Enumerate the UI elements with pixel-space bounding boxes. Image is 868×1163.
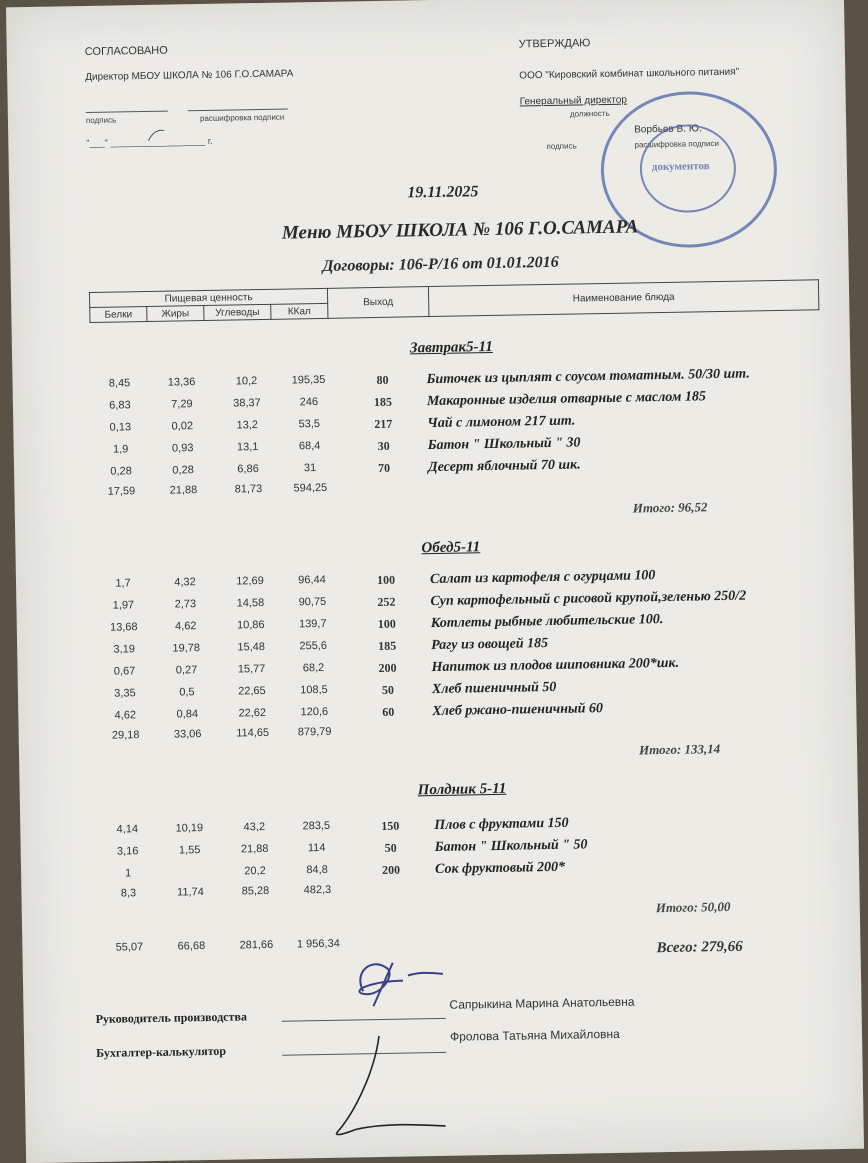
carbs-cell: 22,62 xyxy=(238,706,267,720)
carbs-header: Углеводы xyxy=(204,304,271,320)
proteins-cell: 6,83 xyxy=(109,399,131,412)
left-date: "___" ___________________ г. xyxy=(86,135,213,149)
dish-name-header: Наименование блюда xyxy=(428,280,818,317)
kcal-cell: 120,6 xyxy=(300,705,329,719)
dish-name: Рагу из овощей 185 xyxy=(431,636,549,654)
fats-cell xyxy=(161,866,219,867)
proteins-header: Белки xyxy=(90,306,147,322)
nutrition-header: Пищевая ценность xyxy=(89,288,327,307)
fats-total: 11,74 xyxy=(176,886,204,899)
proteins-cell: 8,45 xyxy=(108,377,131,390)
left-sign-label: подпись xyxy=(85,115,117,126)
fats-cell: 0,5 xyxy=(179,686,195,699)
accountant-signature xyxy=(324,1030,456,1142)
output-cell: 185 xyxy=(373,394,393,410)
fats-cell: 19,78 xyxy=(172,642,201,655)
output-cell: 60 xyxy=(382,704,395,719)
output-cell: 30 xyxy=(377,438,390,453)
fats-cell: 4,62 xyxy=(174,620,197,633)
kcal-cell: 108,5 xyxy=(300,683,328,697)
kcal-cell: 96,44 xyxy=(298,573,326,587)
carbs-total: 114,65 xyxy=(236,726,270,740)
output-cell: 200 xyxy=(381,862,401,877)
dish-name: Салат из картофеля с огурцами 100 xyxy=(429,568,656,588)
right-sign-label: подпись xyxy=(546,141,577,151)
director-position: Генеральный директор xyxy=(519,94,628,108)
fats-cell: 0,93 xyxy=(171,442,194,455)
fats-cell: 13,36 xyxy=(167,376,196,389)
dish-name: Плов с фруктами 150 xyxy=(434,815,569,834)
carbs-total: 85,28 xyxy=(241,884,270,898)
proteins-cell: 1 xyxy=(124,867,132,880)
kcal-cell: 68,2 xyxy=(302,661,325,675)
section-title-breakfast: Завтрак5-11 xyxy=(409,338,493,357)
output-cell: 185 xyxy=(378,638,397,654)
dish-name: Хлеб пшеничный 50 xyxy=(431,679,557,698)
fats-total: 33,06 xyxy=(173,728,202,741)
section-itogo: Итого: 50,00 xyxy=(655,898,731,916)
fats-total: 21,88 xyxy=(169,484,198,497)
carbs-cell: 12,69 xyxy=(236,574,264,588)
fats-cell: 4,32 xyxy=(174,576,196,589)
dish-name: Макаронные изделия отварные с маслом 185 xyxy=(426,389,707,410)
kcal-cell: 53,5 xyxy=(298,417,321,431)
right-decode-label: расшифровка подписи xyxy=(634,138,719,150)
carbs-cell: 20,2 xyxy=(244,864,266,878)
document-page xyxy=(6,0,864,1163)
fats-cell: 0,02 xyxy=(171,420,194,433)
carbs-cell: 43,2 xyxy=(243,821,266,834)
proteins-cell: 3,19 xyxy=(113,643,136,656)
output-cell: 80 xyxy=(376,372,389,387)
output-cell: 50 xyxy=(384,840,397,855)
proteins-grand-total: 55,07 xyxy=(115,941,144,954)
kcal-total: 879,79 xyxy=(297,725,332,739)
kcal-cell: 195,35 xyxy=(291,373,326,387)
kcal-total: 482,3 xyxy=(303,883,332,897)
approved-title: СОГЛАСОВАНО xyxy=(84,44,168,59)
carbs-cell: 6,86 xyxy=(237,463,259,476)
fats-grand-total: 66,68 xyxy=(177,940,206,953)
kcal-cell: 68,4 xyxy=(298,439,321,453)
dish-name: Чай с лимоном 217 шт. xyxy=(427,413,576,432)
kcal-cell: 246 xyxy=(299,396,319,409)
fats-cell: 0,28 xyxy=(172,464,194,477)
menu-table-header xyxy=(89,279,819,323)
carbs-cell: 15,77 xyxy=(237,662,266,676)
dish-name: Котлеты рыбные любительские 100. xyxy=(430,612,664,632)
proteins-cell: 0,13 xyxy=(109,421,132,434)
left-decode-label: расшифровка подписи xyxy=(199,112,285,124)
left-signature-mark xyxy=(108,124,188,145)
carbs-cell: 13,1 xyxy=(236,441,259,454)
output-cell: 217 xyxy=(374,416,393,432)
dish-name: Батон " Школьный " 30 xyxy=(427,435,581,454)
school-director: Директор МБОУ ШКОЛА № 106 Г.О.САМАРА xyxy=(85,68,294,84)
kcal-cell: 84,8 xyxy=(306,863,328,877)
director-name: Ворбьев В. Ю. xyxy=(634,123,702,136)
dish-name: Батон " Школьный " 50 xyxy=(434,837,588,856)
production-head-name: Сапрыкина Марина Анатольевна xyxy=(449,994,635,1012)
kcal-grand-total: 1 956,34 xyxy=(296,937,340,951)
kcal-cell: 255,6 xyxy=(299,639,328,653)
kcal-cell: 31 xyxy=(303,462,317,475)
contracts-line: Договоры: 106-Р/16 от 01.01.2016 xyxy=(322,253,559,275)
output-cell: 50 xyxy=(381,682,395,697)
carbs-cell: 22,65 xyxy=(238,684,266,698)
proteins-cell: 1,9 xyxy=(112,443,129,456)
dish-name: Суп картофельный с рисовой крупой,зеленью 250/2 xyxy=(430,588,747,610)
dish-name: Напиток из плодов шиповника 200*шк. xyxy=(431,655,680,676)
proteins-total: 17,59 xyxy=(107,485,136,498)
grand-total-vsego: Всего: 279,66 xyxy=(656,938,743,957)
proteins-cell: 1,7 xyxy=(115,577,131,590)
carbs-cell: 13,2 xyxy=(236,419,259,432)
output-cell: 100 xyxy=(377,616,396,632)
proteins-cell: 3,35 xyxy=(114,687,136,700)
carbs-grand-total: 281,66 xyxy=(239,938,274,952)
approve-title: УТВЕРЖДАЮ xyxy=(518,37,591,51)
proteins-cell: 4,14 xyxy=(116,823,139,836)
document-date: 19.11.2025 xyxy=(407,183,479,202)
output-cell: 150 xyxy=(381,818,400,833)
production-head-signature xyxy=(333,950,454,1012)
fats-cell: 2,73 xyxy=(174,598,197,611)
kcal-header: ККал xyxy=(271,303,328,319)
accountant-name: Фролова Татьяна Михайловна xyxy=(449,1026,620,1044)
section-itogo: Итого: 133,14 xyxy=(638,741,721,758)
position-label: должность xyxy=(569,108,610,119)
section-title-lunch: Обед5-11 xyxy=(421,539,481,557)
output-cell: 252 xyxy=(377,594,396,610)
proteins-cell: 0,67 xyxy=(113,665,136,678)
kcal-cell: 283,5 xyxy=(302,819,331,833)
kcal-total: 594,25 xyxy=(293,481,328,495)
output-cell: 200 xyxy=(378,660,397,675)
kcal-cell: 90,75 xyxy=(298,595,327,609)
production-head-label: Руководитель производства xyxy=(95,1009,248,1026)
fats-cell: 0,84 xyxy=(176,708,199,721)
proteins-total: 29,18 xyxy=(111,729,140,742)
menu-title: Меню МБОУ ШКОЛА № 106 Г.О.САМАРА xyxy=(281,216,639,244)
proteins-cell: 4,62 xyxy=(114,709,137,722)
fats-cell: 0,27 xyxy=(175,664,198,677)
proteins-total: 8,3 xyxy=(120,887,137,900)
fats-cell: 7,29 xyxy=(171,398,193,411)
proteins-cell: 3,16 xyxy=(116,845,139,858)
proteins-cell: 1,97 xyxy=(112,599,135,612)
proteins-cell: 13,68 xyxy=(109,621,138,634)
accountant-label: Бухгалтер-калькулятор xyxy=(96,1043,227,1060)
dish-name: Хлеб ржано-пшеничный 60 xyxy=(432,701,604,720)
fats-cell: 10,19 xyxy=(175,822,204,835)
output-cell: 70 xyxy=(377,460,391,475)
company-name: ООО "Кировский комбинат школьного питания" xyxy=(519,66,740,82)
carbs-cell: 10,2 xyxy=(235,375,258,388)
kcal-cell: 139,7 xyxy=(298,617,327,631)
carbs-cell: 15,48 xyxy=(237,640,266,654)
output-header: Выход xyxy=(327,287,429,319)
stamp-center-text: документов xyxy=(651,160,710,174)
proteins-cell: 0,28 xyxy=(110,465,132,478)
section-itogo: Итого: 96,52 xyxy=(632,499,708,516)
carbs-cell: 38,37 xyxy=(233,397,261,410)
carbs-cell: 21,88 xyxy=(240,842,269,856)
dish-name: Десерт яблочный 70 шк. xyxy=(427,457,581,476)
fats-cell: 1,55 xyxy=(178,844,201,857)
carbs-cell: 14,58 xyxy=(236,596,265,610)
kcal-cell: 114 xyxy=(307,841,326,855)
carbs-cell: 10,86 xyxy=(236,618,265,632)
dish-name: Биточек из цыплят с соусом томатным. 50/30 шт. xyxy=(426,366,750,388)
output-cell: 100 xyxy=(376,572,396,588)
section-title-snack: Полдник 5-11 xyxy=(417,780,507,799)
fats-header: Жиры xyxy=(147,305,204,321)
dish-name: Сок фруктовый 200* xyxy=(434,859,566,878)
carbs-total: 81,73 xyxy=(234,483,263,496)
